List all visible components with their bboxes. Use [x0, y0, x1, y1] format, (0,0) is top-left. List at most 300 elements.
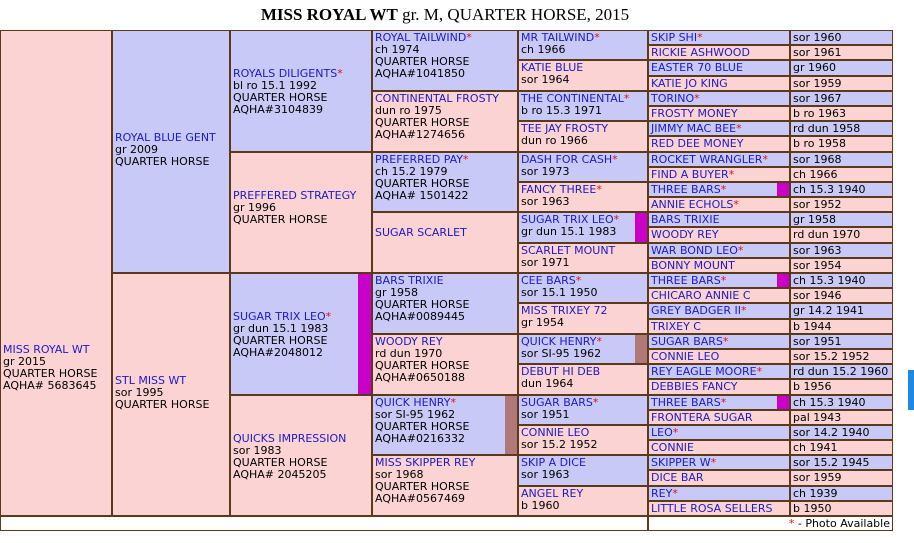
- horse-detail-line: sor SI-95 1962: [375, 407, 456, 421]
- gen5-horse-cell: [518, 91, 648, 121]
- photo-available-star: *: [672, 425, 679, 439]
- gen6-horse-cell: [648, 212, 790, 227]
- horse-info-text: gr 14.2 1941: [793, 304, 864, 318]
- horse-detail-line: gr 1996: [233, 200, 276, 214]
- horse-detail-line: QUARTER HORSE: [233, 334, 328, 347]
- horse-name-text[interactable]: DICE BAR: [651, 471, 704, 485]
- photo-available-star: *: [756, 365, 763, 379]
- duplicate-marker: [635, 335, 647, 363]
- horse-detail-line: QUARTER HORSE: [3, 367, 98, 380]
- horse-name-link[interactable]: [651, 259, 735, 272]
- horse-detail-line: ch 1966: [521, 43, 566, 56]
- horse-name-text[interactable]: WOODY REY: [375, 334, 443, 348]
- horse-detail-line: AQHA#0216332: [375, 431, 465, 445]
- gen6-horse-info-cell: [790, 455, 893, 470]
- horse-info-text: sor 1968: [793, 152, 842, 166]
- horse-name-link[interactable]: [521, 245, 645, 257]
- horse-name-text[interactable]: THREE BARS: [651, 395, 721, 409]
- horse-info-text: b 1944: [793, 319, 832, 333]
- horse-name-text[interactable]: SUGAR TRIX LEO: [233, 310, 326, 323]
- photo-available-star: *: [592, 395, 599, 409]
- photo-legend-text: - Photo Available: [794, 517, 890, 530]
- horse-name-link[interactable]: [651, 213, 720, 226]
- horse-name-link[interactable]: [233, 190, 369, 202]
- horse-info-text: ch 1939: [793, 486, 838, 500]
- photo-available-star: *: [720, 182, 727, 196]
- gen5-horse-cell: [518, 303, 648, 333]
- gen6-horse-cell: [648, 136, 790, 151]
- gen3-horse-info: [233, 68, 369, 116]
- horse-name-text[interactable]: SUGAR BARS: [521, 395, 593, 409]
- gen6-horse-cell: [648, 152, 790, 167]
- gen6-horse-cell: [648, 470, 790, 485]
- horse-name-text[interactable]: WOODY REY: [651, 228, 719, 242]
- horse-name-link[interactable]: [521, 336, 633, 348]
- photo-available-star: *: [720, 274, 727, 287]
- gen5-horse-cell: [518, 152, 648, 182]
- horse-name-text[interactable]: SUGAR TRIX LEO: [521, 213, 614, 227]
- horse-name-link[interactable]: [651, 198, 739, 211]
- horse-name-text[interactable]: MISS SKIPPER REY: [375, 456, 476, 470]
- horse-detail-line: sor 1995: [115, 386, 164, 399]
- gen6-horse-info-cell: [790, 395, 893, 410]
- horse-name-text[interactable]: FIND A BUYER: [651, 167, 729, 181]
- horse-name-text[interactable]: FROSTY MONEY: [651, 106, 738, 120]
- photo-available-star: *: [740, 304, 747, 318]
- gen6-horse-info-cell: [790, 258, 893, 273]
- horse-name-link[interactable]: [233, 433, 369, 445]
- horse-name-link[interactable]: [651, 61, 743, 74]
- gen6-horse-cell: [648, 288, 790, 303]
- horse-name-text[interactable]: QUICK HENRY: [375, 395, 451, 409]
- gen6-horse-cell: [648, 30, 790, 45]
- gen6-horse-cell: [648, 334, 790, 349]
- gen6-horse-info-cell: [790, 410, 893, 425]
- gen6-horse-cell: [648, 106, 790, 121]
- horse-detail-line: QUARTER HORSE: [233, 91, 328, 104]
- gen6-horse-info-cell: [790, 364, 893, 379]
- horse-info-text: sor 1951: [793, 334, 842, 348]
- gen4-horse-cell: [372, 455, 518, 516]
- horse-name-text[interactable]: TRIXEY C: [651, 319, 701, 333]
- horse-info-text: sor 1946: [793, 289, 842, 303]
- photo-available-star: *: [466, 31, 472, 44]
- horse-name-link[interactable]: [651, 456, 716, 469]
- horse-name-link[interactable]: [651, 380, 737, 393]
- horse-info-text: ch 15.3 1940: [793, 395, 866, 409]
- scrollbar-thumb[interactable]: [908, 370, 914, 410]
- sire-cell: [112, 30, 230, 273]
- sire-info: [115, 132, 227, 168]
- horse-info-text: sor 1967: [793, 91, 842, 105]
- horse-info-text: sor 15.2 1952: [793, 349, 870, 363]
- gen6-horse-cell: [648, 197, 790, 212]
- photo-available-star: *: [736, 122, 742, 136]
- gen3-horse-info: [233, 311, 356, 359]
- horse-name-text[interactable]: CONTINENTAL FROSTY: [375, 91, 500, 105]
- horse-detail-line: sor 15.2 1952: [521, 437, 598, 451]
- horse-info-text: gr 1958: [793, 213, 836, 227]
- gen5-horse-cell: [518, 364, 648, 394]
- gen4-horse-cell: [372, 212, 518, 273]
- gen6-horse-cell: [648, 379, 790, 394]
- gen4-horse-cell: [372, 273, 518, 334]
- horse-name-link[interactable]: [651, 304, 746, 317]
- horse-name-link[interactable]: [651, 471, 704, 484]
- horse-name-text[interactable]: MISS TRIXEY 72: [521, 304, 608, 318]
- gen6-horse-info-cell: [790, 288, 893, 303]
- horse-name-text[interactable]: DEBBIES FANCY: [651, 380, 738, 394]
- horse-name-link[interactable]: [375, 93, 515, 105]
- horse-name-text[interactable]: RICKIE ASHWOOD: [651, 46, 750, 60]
- horse-detail-line: QUARTER HORSE: [115, 398, 210, 411]
- gen4-horse-cell: [372, 395, 518, 456]
- horse-name-text[interactable]: WAR BOND LEO: [651, 243, 738, 257]
- horse-detail-line: dun ro 1975: [375, 103, 442, 117]
- horse-detail-line: sor 1964: [521, 73, 570, 87]
- horse-name-link[interactable]: [651, 396, 726, 409]
- horse-detail-line: AQHA# 5683645: [3, 379, 97, 392]
- gen5-horse-cell: [518, 212, 648, 242]
- horse-detail-line: QUARTER HORSE: [375, 480, 470, 494]
- horse-name-link[interactable]: [651, 122, 742, 135]
- horse-name-text[interactable]: LITTLE ROSA SELLERS: [651, 501, 773, 515]
- horse-info-text: b 1956: [793, 380, 832, 394]
- gen6-horse-cell: [648, 273, 790, 288]
- horse-info-text: sor 15.2 1945: [793, 456, 870, 470]
- gen6-horse-info-cell: [790, 152, 893, 167]
- photo-available-star: *: [594, 31, 600, 44]
- photo-available-star: *: [694, 91, 700, 105]
- horse-name-text[interactable]: TEE JAY FROSTY: [521, 122, 609, 136]
- subject-horse-cell: [0, 30, 112, 516]
- horse-detail-line: b 1960: [521, 498, 560, 512]
- gen6-horse-cell: [648, 486, 790, 501]
- horse-detail-line: gr dun 15.1 1983: [233, 322, 329, 335]
- horse-info-text: rd dun 1970: [793, 228, 861, 242]
- horse-info-text: b 1950: [793, 501, 832, 515]
- gen6-horse-info-cell: [790, 227, 893, 242]
- horse-name-text[interactable]: BARS TRIXIE: [651, 213, 720, 227]
- horse-name-text[interactable]: THREE BARS: [651, 274, 721, 287]
- horse-name-text[interactable]: THREE BARS: [651, 182, 721, 196]
- horse-name-link[interactable]: [375, 227, 515, 239]
- photo-available-star: *: [596, 182, 602, 196]
- horse-info-text: pal 1943: [793, 410, 842, 424]
- horse-name-link[interactable]: [521, 488, 645, 500]
- inbreeding-marker: [635, 213, 647, 241]
- gen6-horse-cell: [648, 227, 790, 242]
- horse-detail-line: sor 1983: [233, 443, 282, 457]
- horse-detail-line: QUARTER HORSE: [115, 155, 210, 168]
- horse-detail-line: bl ro 15.1 1992: [233, 79, 318, 92]
- horse-name-link[interactable]: [651, 335, 728, 348]
- gen6-horse-cell: [648, 258, 790, 273]
- horse-name-link[interactable]: [651, 350, 719, 363]
- photo-available-star: *: [722, 334, 729, 348]
- horse-name-text[interactable]: THE CONTINENTAL: [521, 91, 624, 105]
- horse-detail-line: dun 1964: [521, 377, 574, 391]
- horse-name-text[interactable]: SUGAR SCARLET: [375, 226, 467, 240]
- gen6-horse-cell: [648, 455, 790, 470]
- horse-info-text: sor 1963: [793, 243, 842, 257]
- gen5-horse-cell: [518, 334, 648, 364]
- gen5-horse-cell: [518, 60, 648, 90]
- gen6-horse-cell: [648, 45, 790, 60]
- horse-name-text[interactable]: DEBUT HI DEB: [521, 365, 601, 379]
- horse-name-link[interactable]: [651, 137, 743, 150]
- horse-name-text[interactable]: FRONTERA SUGAR: [651, 410, 753, 424]
- gen6-horse-cell: [648, 121, 790, 136]
- gen5-horse-cell: [518, 182, 648, 212]
- horse-name-text[interactable]: KATIE BLUE: [521, 61, 584, 75]
- horse-name-link[interactable]: [651, 274, 726, 287]
- gen6-horse-info-cell: [790, 303, 893, 318]
- horse-detail-line: AQHA#3104839: [233, 103, 323, 116]
- horse-info-text: sor 1961: [793, 46, 842, 60]
- gen6-horse-info-cell: [790, 379, 893, 394]
- horse-name-text[interactable]: FANCY THREE: [521, 182, 597, 196]
- horse-info-text: gr 1960: [793, 61, 836, 75]
- horse-name-link[interactable]: [651, 487, 678, 500]
- gen6-horse-cell: [648, 349, 790, 364]
- horse-name-link[interactable]: [651, 107, 738, 120]
- pedigree-table: [0, 30, 893, 516]
- horse-name-link[interactable]: [651, 46, 750, 59]
- gen6-horse-cell: [648, 303, 790, 318]
- photo-available-star: *: [463, 152, 469, 166]
- horse-info-text: b ro 1958: [793, 137, 846, 151]
- horse-name-text[interactable]: QUICKS IMPRESSION: [233, 431, 347, 445]
- title-horse-name: MISS ROYAL WT: [260, 5, 398, 24]
- gen6-horse-cell: [648, 167, 790, 182]
- horse-detail-line: QUARTER HORSE: [375, 298, 470, 311]
- horse-info-text: ch 15.3 1940: [793, 274, 866, 287]
- horse-name-text[interactable]: ANNIE ECHOLS: [651, 198, 734, 212]
- footer-spacer: [0, 516, 648, 531]
- horse-detail-line: AQHA#1041850: [375, 67, 465, 80]
- horse-detail-line: gr 1958: [375, 286, 418, 299]
- gen3-horse-cell: [230, 152, 372, 274]
- gen6-horse-info-cell: [790, 440, 893, 455]
- horse-name-text[interactable]: LEO: [651, 425, 673, 439]
- horse-detail-line: gr 2015: [3, 355, 46, 368]
- horse-name-text[interactable]: KATIE JO KING: [651, 76, 728, 90]
- horse-name-text[interactable]: REY: [651, 486, 673, 500]
- horse-name-text[interactable]: GREY BADGER II: [651, 304, 741, 318]
- horse-name-text[interactable]: REY EAGLE MOORE: [651, 365, 757, 379]
- horse-name-link[interactable]: [651, 320, 701, 333]
- photo-available-star: *: [613, 213, 620, 227]
- gen4-horse-cell: [372, 91, 518, 152]
- gen5-horse-cell: [518, 425, 648, 455]
- horse-name-text[interactable]: ROYALS DILIGENTS: [233, 67, 338, 80]
- gen6-horse-info-cell: [790, 76, 893, 91]
- horse-name-text[interactable]: BONNY MOUNT: [651, 258, 735, 272]
- horse-detail-line: dun ro 1966: [521, 134, 588, 148]
- horse-detail-line: sor 1963: [521, 468, 570, 482]
- horse-name-text[interactable]: ANGEL REY: [521, 486, 584, 500]
- gen6-horse-info-cell: [790, 470, 893, 485]
- horse-info-text: rd dun 1958: [793, 122, 861, 136]
- horse-detail-line: sor SI-95 1962: [521, 346, 602, 360]
- horse-name-text[interactable]: PREFERRED PAY: [375, 152, 464, 166]
- horse-name-text[interactable]: RED DEE MONEY: [651, 137, 744, 151]
- horse-name-link[interactable]: [375, 336, 515, 348]
- horse-name-link[interactable]: [651, 77, 728, 90]
- horse-name-text[interactable]: MR TAILWIND: [521, 31, 595, 44]
- horse-name-text[interactable]: SCARLET MOUNT: [521, 243, 616, 257]
- photo-available-star: *: [325, 310, 332, 323]
- gen6-horse-info-cell: [790, 45, 893, 60]
- gen6-horse-info-cell: [790, 197, 893, 212]
- gen6-horse-info-cell: [790, 349, 893, 364]
- horse-name-link[interactable]: [521, 93, 645, 105]
- horse-name-text[interactable]: SUGAR BARS: [651, 334, 723, 348]
- gen6-horse-info-cell: [790, 212, 893, 227]
- photo-available-star: *: [612, 152, 618, 166]
- horse-detail-line: QUARTER HORSE: [375, 115, 470, 129]
- dam-info: [115, 375, 227, 411]
- gen6-horse-info-cell: [790, 106, 893, 121]
- horse-name-link[interactable]: [651, 31, 703, 44]
- gen4-horse-cell: [372, 334, 518, 395]
- horse-name-text[interactable]: SKIP SHI: [651, 31, 698, 44]
- horse-detail-line: AQHA#2048012: [233, 346, 323, 359]
- gen6-horse-cell: [648, 243, 790, 258]
- horse-detail-line: QUARTER HORSE: [375, 419, 470, 433]
- horse-name-link[interactable]: [521, 397, 645, 409]
- gen6-horse-info-cell: [790, 30, 893, 45]
- photo-available-star: *: [737, 243, 744, 257]
- horse-name-link[interactable]: [651, 411, 752, 424]
- horse-name-link[interactable]: [521, 154, 645, 166]
- horse-name-link[interactable]: [651, 183, 726, 196]
- horse-name-link[interactable]: [651, 244, 743, 257]
- gen5-horse-cell: [518, 273, 648, 303]
- gen5-horse-cell: [518, 395, 648, 425]
- horse-name-link[interactable]: [651, 289, 751, 302]
- gen6-horse-info-cell: [790, 167, 893, 182]
- horse-info-text: ch 1966: [793, 167, 838, 181]
- horse-name-text[interactable]: CONNIE LEO: [651, 349, 720, 363]
- horse-info-text: sor 14.2 1940: [793, 425, 870, 439]
- horse-detail-line: gr 2009: [115, 143, 158, 156]
- photo-available-star: *: [697, 31, 703, 44]
- horse-info-text: sor 1954: [793, 258, 842, 272]
- horse-name-text[interactable]: CONNIE: [651, 441, 694, 455]
- inbreeding-marker: [777, 183, 789, 196]
- horse-name-text[interactable]: TORINO: [651, 91, 695, 105]
- photo-available-star: *: [575, 274, 582, 287]
- horse-name-link[interactable]: [651, 441, 694, 454]
- horse-name-link[interactable]: [651, 502, 772, 515]
- gen5-horse-cell: [518, 486, 648, 516]
- inbreeding-marker: [777, 396, 789, 409]
- gen5-horse-cell: [518, 30, 648, 60]
- horse-name-text[interactable]: ROCKET WRANGLER: [651, 152, 763, 166]
- horse-name-text[interactable]: SKIP A DICE: [521, 456, 586, 470]
- horse-info-text: sor 1960: [793, 31, 842, 44]
- gen6-horse-info-cell: [790, 60, 893, 75]
- horse-name-text[interactable]: DASH FOR CASH: [521, 152, 613, 166]
- horse-name-text[interactable]: QUICK HENRY: [521, 334, 597, 348]
- horse-detail-line: sor 1968: [375, 468, 424, 482]
- photo-legend: [648, 516, 893, 531]
- gen6-horse-info-cell: [790, 121, 893, 136]
- dam-cell: [112, 273, 230, 516]
- horse-name-text[interactable]: BARS TRIXIE: [375, 274, 444, 287]
- photo-available-star: *: [623, 91, 630, 105]
- photo-available-star: *: [762, 152, 768, 166]
- gen6-horse-info-cell: [790, 486, 893, 501]
- gen5-horse-cell: [518, 243, 648, 273]
- horse-detail-line: sor 1963: [521, 194, 570, 208]
- horse-name-link[interactable]: [651, 92, 700, 105]
- gen5-horse-cell: [518, 121, 648, 151]
- horse-info-text: sor 1959: [793, 76, 842, 90]
- gen6-horse-cell: [648, 425, 790, 440]
- page-title: [0, 0, 890, 30]
- gen6-horse-cell: [648, 395, 790, 410]
- horse-info-text: sor 1959: [793, 471, 842, 485]
- horse-name-link[interactable]: [651, 153, 768, 166]
- horse-name-text[interactable]: CEE BARS: [521, 274, 576, 287]
- gen6-horse-cell: [648, 182, 790, 197]
- photo-available-star: *: [720, 395, 727, 409]
- horse-name-text[interactable]: STL MISS WT: [115, 374, 187, 387]
- horse-name-text[interactable]: JIMMY MAC BEE: [651, 122, 737, 136]
- gen3-horse-cell: [230, 273, 372, 395]
- horse-name-text[interactable]: SKIPPER W: [651, 456, 711, 470]
- horse-name-link[interactable]: [375, 154, 515, 166]
- horse-info-text: sor 1952: [793, 198, 842, 212]
- gen4-horse-cell: [372, 30, 518, 91]
- gen6-horse-cell: [648, 60, 790, 75]
- horse-name-text[interactable]: ROYAL TAILWIND: [375, 31, 467, 44]
- gen6-horse-info-cell: [790, 136, 893, 151]
- horse-info-text: ch 1941: [793, 441, 838, 455]
- horse-info-text: rd dun 15.2 1960: [793, 365, 889, 379]
- horse-name-link[interactable]: [651, 426, 678, 439]
- gen6-horse-info-cell: [790, 243, 893, 258]
- gen6-horse-cell: [648, 319, 790, 334]
- horse-name-text[interactable]: ROYAL BLUE GENT: [115, 131, 216, 144]
- horse-name-text[interactable]: PREFFERED STRATEGY: [233, 188, 357, 202]
- horse-name-text[interactable]: EASTER 70 BLUE: [651, 61, 743, 75]
- gen6-horse-cell: [648, 364, 790, 379]
- horse-name-link[interactable]: [375, 397, 503, 409]
- horse-name-text[interactable]: MISS ROYAL WT: [3, 343, 90, 356]
- horse-detail-line: QUARTER HORSE: [375, 55, 470, 68]
- horse-detail-line: AQHA# 1501422: [375, 188, 469, 202]
- horse-name-link[interactable]: [651, 168, 734, 181]
- photo-legend-star: *: [788, 517, 795, 530]
- horse-detail-line: QUARTER HORSE: [233, 212, 328, 226]
- photo-available-star: *: [596, 334, 602, 348]
- subject-horse-info: [3, 344, 109, 392]
- gen6-horse-cell: [648, 440, 790, 455]
- horse-detail-line: AQHA#0650188: [375, 370, 465, 384]
- horse-detail-line: AQHA#0089445: [375, 310, 465, 323]
- horse-name-link[interactable]: [651, 365, 762, 378]
- gen6-horse-cell: [648, 501, 790, 516]
- horse-name-text[interactable]: CHICARO ANNIE C: [651, 289, 751, 303]
- horse-detail-line: ch 15.2 1979: [375, 164, 448, 178]
- horse-name-link[interactable]: [651, 228, 719, 241]
- horse-name-text[interactable]: CONNIE LEO: [521, 425, 590, 439]
- gen3-horse-cell: [230, 30, 372, 152]
